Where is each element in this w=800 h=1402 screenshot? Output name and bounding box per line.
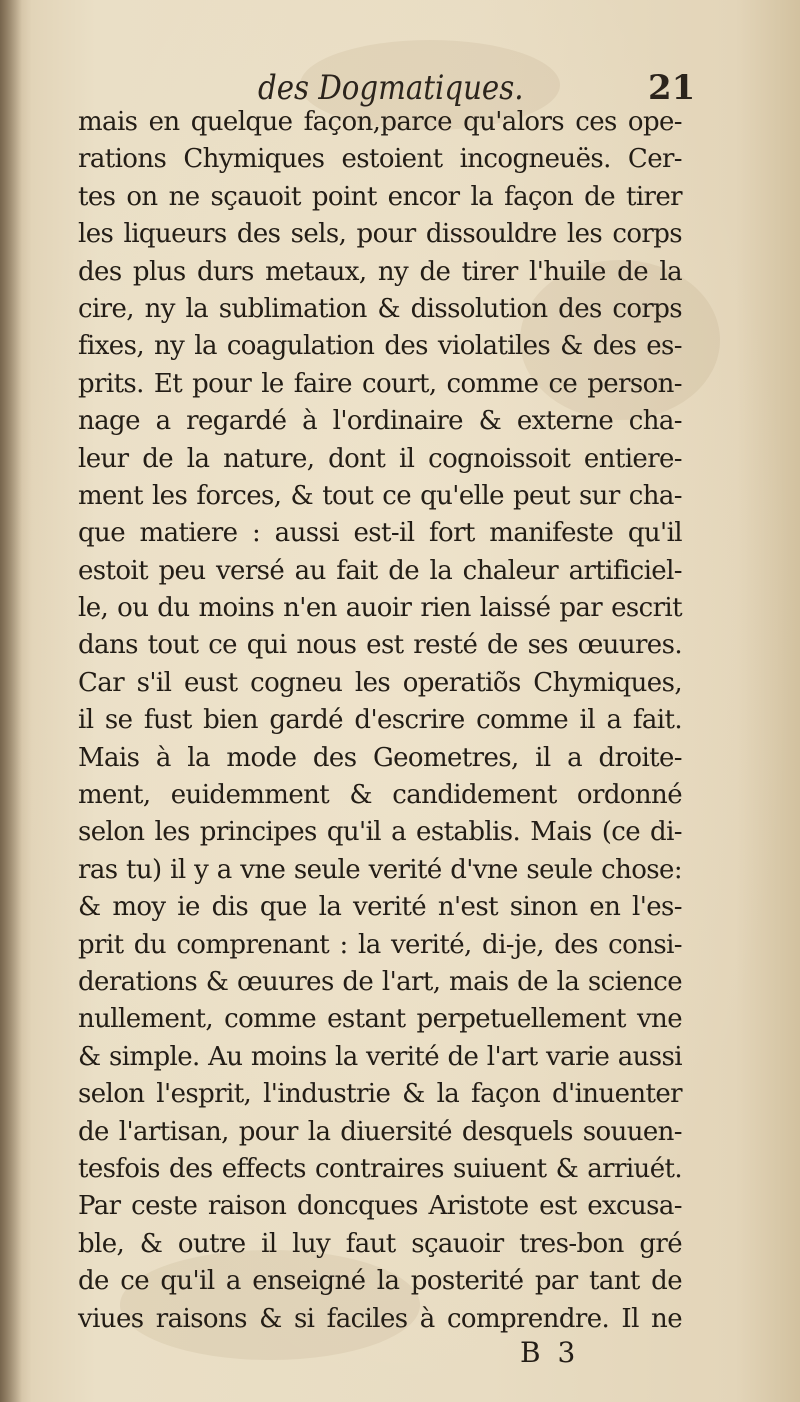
text-line: selon l'esprit, l'industrie & la façon d'inuenter	[78, 1079, 682, 1110]
text-line: dans tout ce qui nous est resté de ses œuures.	[78, 630, 682, 661]
text-line: mais en quelque façon,parce qu'alors ces ope-	[78, 107, 682, 137]
text-line: Car s'il eust cogneu les operatiõs Chymiques,	[78, 667, 682, 698]
text-line: viues raisons & si faciles à comprendre. Il ne	[78, 1303, 682, 1334]
text-line: ras tu) il y a vne seule verité d'vne seule chose:	[78, 854, 682, 885]
body-text	[78, 104, 682, 1338]
text-line: ment les forces, & tout ce qu'elle peut sur cha-	[78, 480, 682, 511]
text-line: ble, & outre il luy faut sçauoir tres-bon gré	[78, 1228, 682, 1259]
page-header	[0, 50, 800, 110]
signature-mark: B 3	[520, 1336, 580, 1369]
text-line: & moy ie dis que la verité n'est sinon en l'es-	[78, 892, 682, 923]
text-line: de l'artisan, pour la diuersité desquels souuen-	[78, 1116, 682, 1147]
text-line: nullement, comme estant perpetuellement vne	[78, 1004, 682, 1035]
text-line: ment, euidemment & candidement ordonné	[78, 780, 682, 811]
text-line: prit du comprenant : la verité, di-je, des consi-	[78, 929, 682, 960]
text-line: tes on ne sçauoit point encor la façon de tirer	[78, 181, 682, 212]
text-line: fixes, ny la coagulation des violatiles & des es-	[78, 331, 682, 362]
text-line: Mais à la mode des Geometres, il a droite-	[78, 742, 682, 773]
text-line: de ce qu'il a enseigné la posterité par tant de	[78, 1266, 682, 1297]
text-line: que matiere : aussi est-il fort manifeste qu'il	[78, 518, 682, 549]
page-number: 21	[648, 68, 696, 108]
text-line: tesfois des effects contraires suiuent & arriuét.	[78, 1153, 682, 1184]
running-title: des Dogmatiques.	[258, 68, 524, 108]
text-line: derations & œuures de l'art, mais de la science	[78, 966, 682, 997]
text-line: nage a regardé à l'ordinaire & externe cha-	[78, 406, 682, 437]
text-line: leur de la nature, dont il cognoissoit entiere-	[78, 443, 682, 474]
text-line: il se fust bien gardé d'escrire comme il a fait.	[78, 705, 682, 736]
text-line: selon les principes qu'il a establis. Mais (ce di-	[78, 817, 682, 848]
text-line: prits. Et pour le faire court, comme ce person-	[78, 368, 682, 399]
text-line: rations Chymiques estoient incogneuës. Cer-	[78, 144, 682, 175]
text-line: estoit peu versé au fait de la chaleur artificiel-	[78, 555, 682, 586]
text-line: Par ceste raison doncques Aristote est excusa-	[78, 1191, 682, 1222]
text-line: des plus durs metaux, ny de tirer l'huile de la	[78, 256, 682, 287]
text-line: les liqueurs des sels, pour dissouldre les corps	[78, 219, 682, 250]
text-line: cire, ny la sublimation & dissolution des corps	[78, 293, 682, 324]
text-line: le, ou du moins n'en auoir rien laissé par escrit	[78, 593, 682, 624]
text-line: & simple. Au moins la verité de l'art varie aussi	[78, 1041, 682, 1072]
